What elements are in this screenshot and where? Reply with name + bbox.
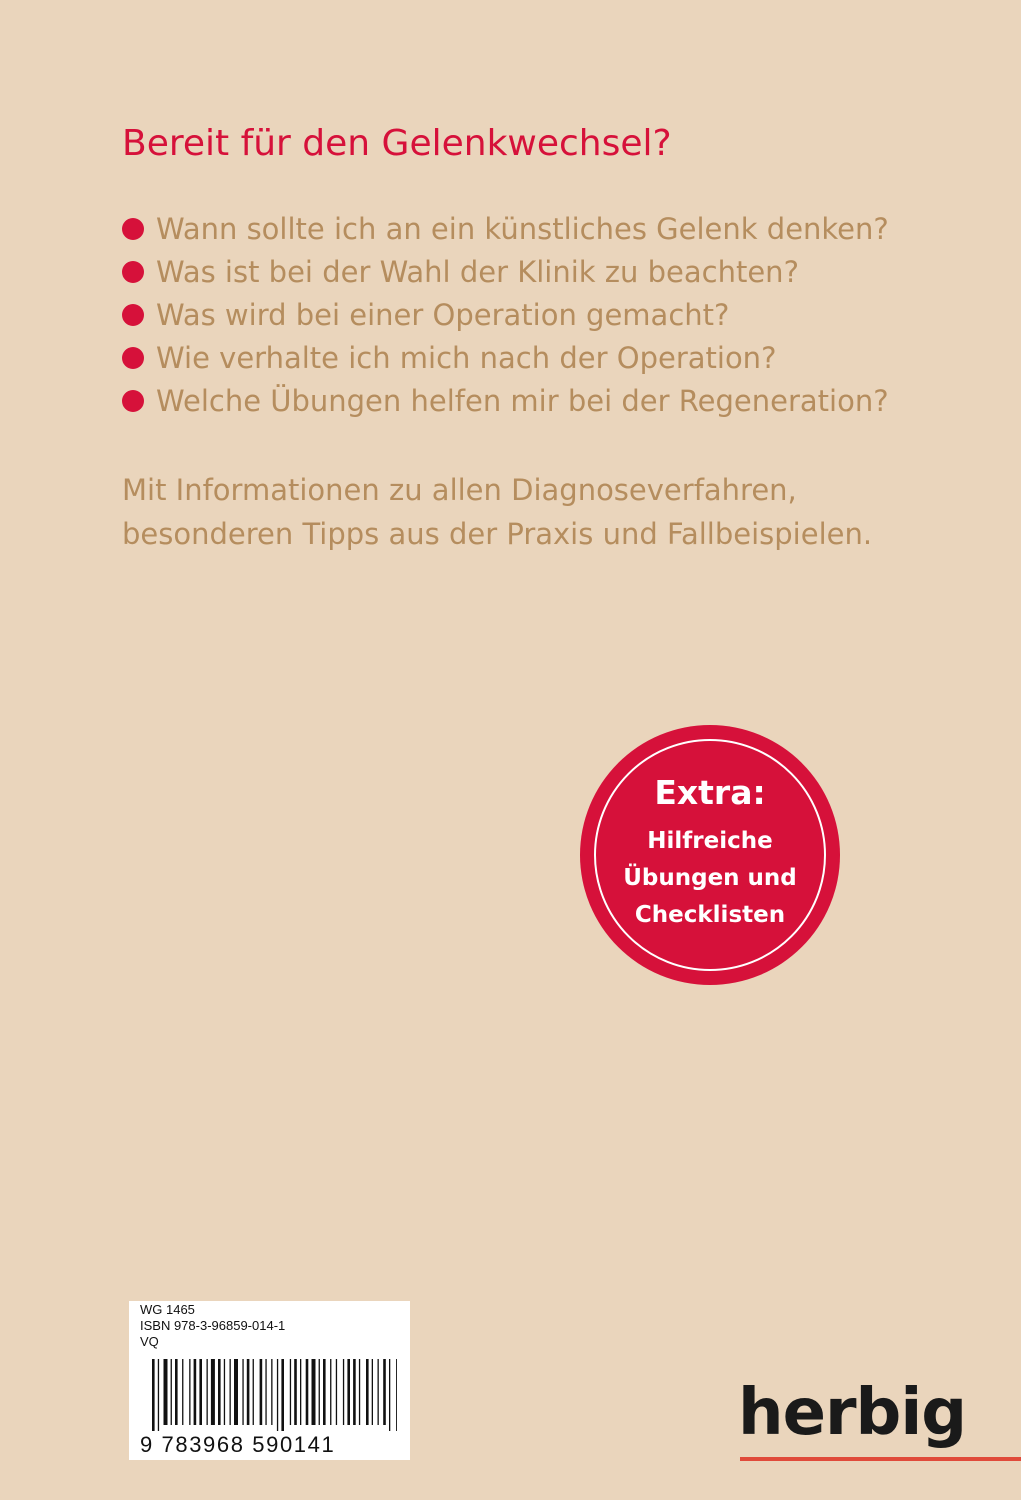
question-text: Was ist bei der Wahl der Klinik zu beachten? [156,254,799,289]
question-item [122,207,889,250]
barcode-bar [189,1359,190,1425]
blurb-paragraph [122,468,872,556]
barcode-bar [383,1359,386,1425]
question-item [122,250,889,293]
barcode-bar [230,1359,231,1425]
barcode-bar [260,1359,263,1425]
barcode-bar [224,1359,225,1425]
barcode-bar [300,1359,301,1425]
bullet-dot-icon [122,390,144,412]
question-text: Wie verhalte ich mich nach der Operation? [156,340,777,375]
barcode-bar [265,1359,266,1425]
barcode-bar [336,1359,337,1425]
barcode-bar [343,1359,344,1425]
barcode-bar [294,1359,297,1425]
barcode-bar [366,1359,369,1425]
barcode-bar [199,1359,202,1425]
blurb-line: besonderen Tipps aus der Praxis und Fallbeispielen. [122,517,873,551]
barcode-bar [323,1359,326,1425]
question-list [122,207,889,422]
barcode-bar [319,1359,320,1425]
barcode-bar [281,1359,284,1431]
barcode-bar [347,1359,350,1425]
barcode-bar [378,1359,379,1425]
question-text: Welche Übungen helfen mir bei der Regeneration? [156,383,889,418]
barcode-bar [312,1359,316,1425]
extra-badge-title: Extra: [654,773,766,812]
barcode-bar [175,1359,178,1425]
bullet-dot-icon [122,347,144,369]
bullet-dot-icon [122,261,144,283]
barcode-bar [359,1359,360,1425]
barcode-bar [271,1359,272,1425]
barcode-bar [194,1359,197,1425]
question-text: Was wird bei einer Operation gemacht? [156,297,730,332]
barcode-bar [207,1359,208,1425]
barcode-bar [253,1359,254,1425]
barcode-bar [152,1359,155,1431]
bullet-dot-icon [122,304,144,326]
question-text: Wann sollte ich an ein künstliches Gelenk denken? [156,211,889,246]
extra-badge-text [580,823,840,934]
headline: Bereit für den Gelenkwechsel? [122,123,672,164]
barcode-bar [353,1359,356,1425]
extra-badge [580,725,840,985]
barcode-bar [290,1359,291,1425]
barcode-icon [152,1359,397,1431]
barcode-bar [171,1359,172,1425]
barcode-bar [164,1359,168,1425]
barcode-bar [158,1359,159,1431]
barcode-bar [306,1359,309,1425]
barcode-bar [247,1359,250,1425]
barcode-bar [277,1359,278,1431]
extra-badge-line: Übungen und [623,865,797,891]
barcode-label [129,1301,410,1460]
warengruppe-code: WG 1465 [140,1302,195,1317]
question-item [122,293,889,336]
vq-code: VQ [140,1334,159,1349]
extra-badge-line: Hilfreiche [647,828,773,854]
barcode-bar [372,1359,373,1425]
barcode-bar [218,1359,221,1425]
barcode-bar [211,1359,215,1425]
barcode-digits: 9 783968 590141 [140,1432,336,1457]
bullet-dot-icon [122,218,144,240]
isbn-text: ISBN 978-3-96859-014-1 [140,1318,286,1333]
barcode-bar [389,1359,390,1431]
blurb-line: Mit Informationen zu allen Diagnoseverfahren, [122,473,797,507]
publisher-logo: herbig [738,1376,967,1450]
barcode-bar [182,1359,183,1425]
publisher-logo-rule [740,1457,1021,1461]
question-item [122,379,889,422]
barcode-bar [242,1359,243,1425]
barcode-bar [330,1359,331,1425]
barcode-bar [234,1359,238,1425]
barcode-bar [396,1359,397,1431]
extra-badge-line: Checklisten [634,902,786,928]
question-item [122,336,889,379]
